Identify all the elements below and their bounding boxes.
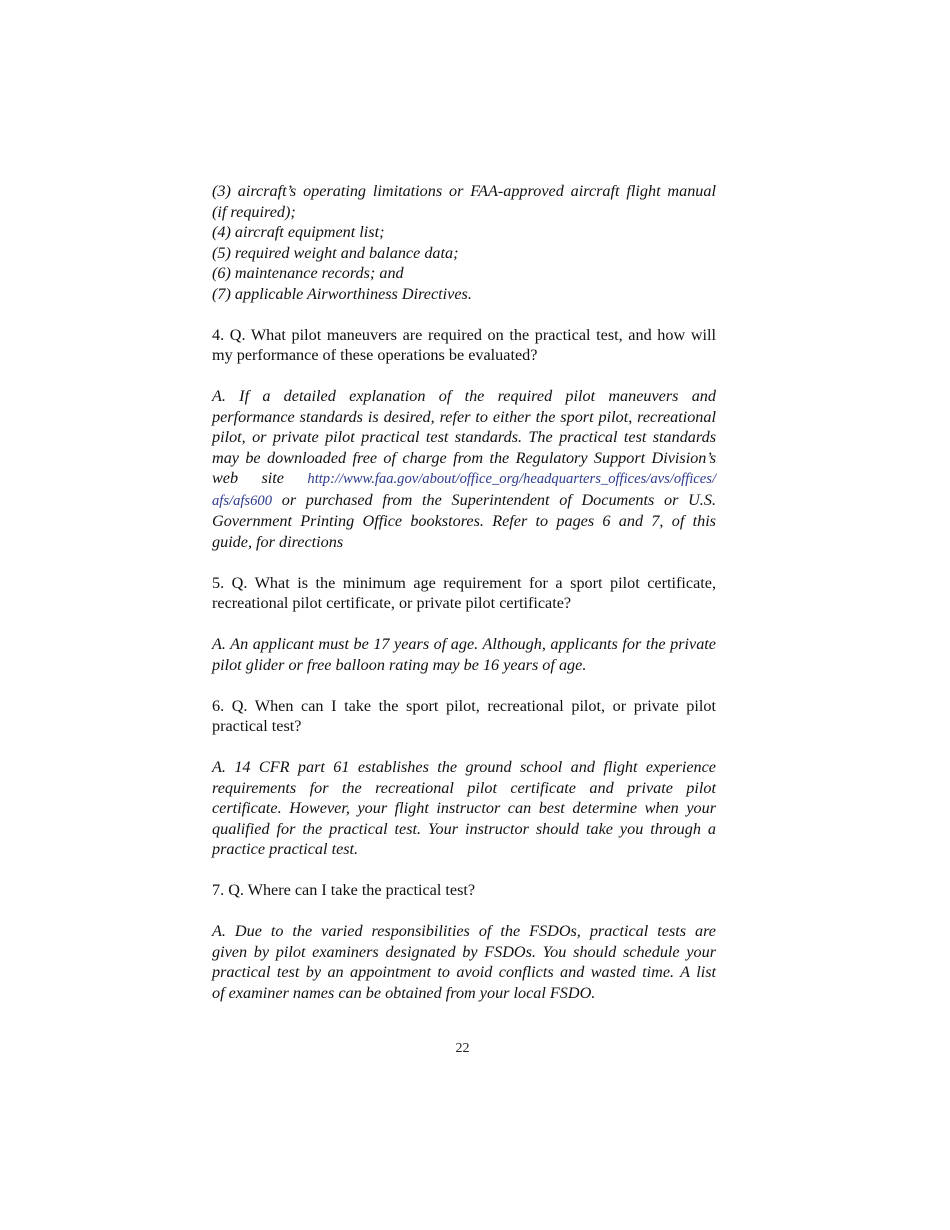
- regulatory-support-link-continued[interactable]: afs/afs600: [212, 492, 273, 509]
- question-line: 6. Q. When can I take the sport pilot, recreational pilot, or private pilot: [212, 696, 716, 715]
- regulatory-support-link[interactable]: http://www.faa.gov/about/office_org/headquarters_offices/avs/offices/: [307, 471, 716, 487]
- answer-line: practical test by an appointment to avoid conflicts and wasted time. A list: [212, 963, 716, 981]
- list-item: (7) applicable Airworthiness Directives.: [212, 284, 472, 303]
- question-7: [212, 880, 716, 901]
- answer-line: may be downloaded free of charge from the Regulatory Support Division’s: [212, 448, 716, 467]
- answer-line: [212, 468, 716, 490]
- answer-line: guide, for directions: [212, 532, 344, 551]
- page-content: [212, 181, 716, 1003]
- answer-4: [212, 386, 716, 552]
- question-line: 4. Q. What pilot maneuvers are required on the practical test, and how will: [212, 325, 716, 344]
- answer-line: A. 14 CFR part 61 establishes the ground school and flight experience: [212, 758, 716, 776]
- answer-line: pilot glider or free balloon rating may be 16 years of age.: [212, 655, 587, 674]
- answer-line: requirements for the recreational pilot certificate and private pilot: [212, 778, 716, 797]
- question-line: 5. Q. What is the minimum age requirement for a sport pilot certificate,: [212, 573, 716, 592]
- question-4: [212, 325, 716, 366]
- answer-line: certificate. However, your flight instructor can best determine when your: [212, 799, 716, 817]
- required-documents-list: [212, 181, 716, 304]
- question-line: recreational pilot certificate, or private pilot certificate?: [212, 594, 572, 612]
- answer-line: A. Due to the varied responsibilities of the FSDOs, practical tests are: [212, 922, 716, 940]
- answer-line: [212, 490, 716, 512]
- list-item: (3) aircraft’s operating limitations or FAA-approved aircraft flight manual: [212, 182, 716, 200]
- list-item: (6) maintenance records; and: [212, 264, 404, 282]
- answer-5: [212, 634, 716, 675]
- answer-line: Government Printing Office bookstores. Refer to pages 6 and 7, of this: [212, 512, 716, 530]
- question-line: my performance of these operations be evaluated?: [212, 346, 538, 364]
- answer-6: [212, 757, 716, 860]
- page-number: 22: [455, 1041, 470, 1056]
- answer-line: performance standards is desired, refer to either the sport pilot, recreational: [212, 407, 716, 426]
- answer-7: [212, 921, 716, 1003]
- question-line: 7. Q. Where can I take the practical test?: [212, 881, 476, 899]
- web-site-label: web site: [212, 469, 284, 487]
- list-item: (if required);: [212, 202, 296, 221]
- answer-line: practice practical test.: [212, 840, 359, 858]
- list-item: (4) aircraft equipment list;: [212, 223, 385, 241]
- question-6: [212, 696, 716, 737]
- answer-line: A. An applicant must be 17 years of age. Although, applicants for the private: [212, 635, 716, 653]
- answer-line: of examiner names can be obtained from your local FSDO.: [212, 983, 596, 1002]
- question-5: [212, 573, 716, 614]
- list-item: (5) required weight and balance data;: [212, 243, 459, 262]
- answer-text: or purchased from the Superintendent of Documents or U.S.: [281, 490, 716, 509]
- answer-line: A. If a detailed explanation of the required pilot maneuvers and: [212, 387, 716, 405]
- answer-line: qualified for the practical test. Your instructor should take you through a: [212, 819, 716, 838]
- answer-line: given by pilot examiners designated by FSDOs. You should schedule your: [212, 942, 716, 961]
- answer-line: pilot, or private pilot practical test standards. The practical test standards: [212, 428, 716, 446]
- question-line: practical test?: [212, 717, 302, 735]
